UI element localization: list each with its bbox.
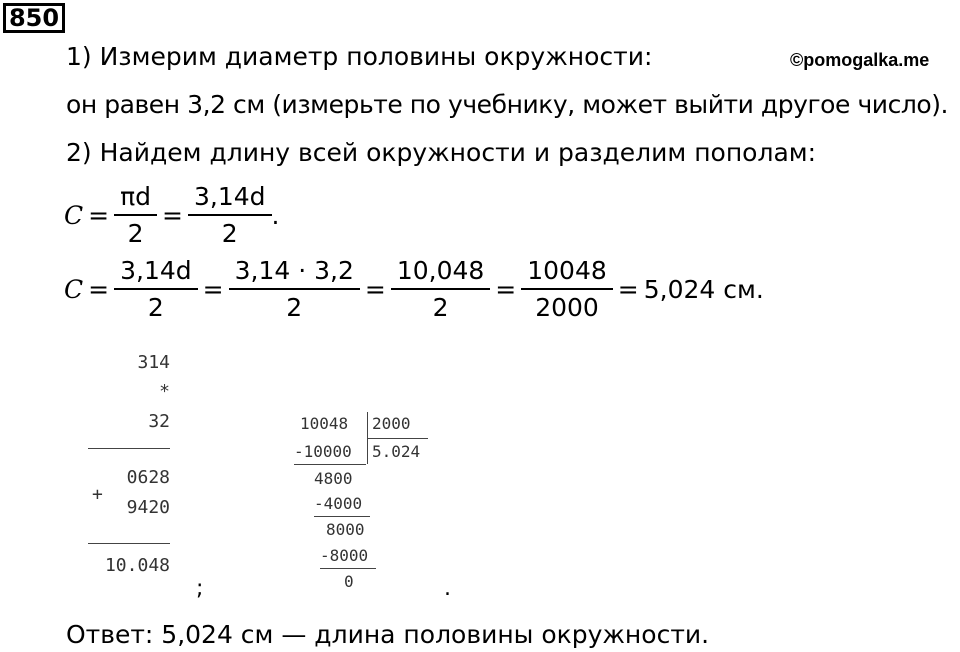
formula2-f4-num: 10048 [527,256,607,285]
formula2-eq3: = [364,274,386,304]
div-divisor-rule [368,438,428,439]
step1-text: 1) Измерим диаметр половины окружности: [66,42,653,71]
formula1-lhs: C [64,200,84,230]
formula2-f4-den: 2000 [521,288,613,322]
div-remainder-2: 8000 [326,520,365,539]
mult-operator: * [159,381,170,402]
formula2-fraction-2 [232,256,357,322]
answer-text: Ответ: 5,024 см — длина половины окружности. [66,620,710,649]
formula2-eq2: = [202,274,224,304]
formula2-f1-num: 3,14d [120,256,192,285]
formula1-eq2: = [162,200,183,230]
formula2-fraction-3 [394,256,487,322]
mult-rule-2 [88,543,170,544]
formula2-fraction-4 [524,256,610,322]
mult-partial-1: 0628 [126,467,170,488]
watermark: ©pomogalka.me [790,50,930,70]
div-rule-3 [320,568,376,569]
formula1-f2-num: 3,14d [193,182,266,211]
div-end-dot: . [444,576,451,601]
mult-partial-2: 9420 [126,497,170,518]
div-remainder-final: 0 [344,572,354,591]
div-quotient: 5.024 [372,442,421,461]
formula-half-circumference [64,182,279,248]
mult-plus: + [92,484,103,505]
div-subtract-1: -10000 [294,442,352,461]
formula1-f1-den: 2 [114,214,157,248]
step1-value-text: он равен 3,2 см (измерьте по учебнику, может выйти другое число). [66,90,949,119]
formula2-f3-num: 10,048 [396,256,485,285]
formula2-fraction-1 [117,256,195,322]
mult-separator: ; [196,576,204,601]
mult-factor-b: 32 [148,411,170,432]
formula2-f1-den: 2 [114,288,198,322]
formula1-fraction-314 [191,182,269,248]
formula2-eq4: = [495,274,517,304]
formula1-end: . [271,200,280,230]
div-divisor: 2000 [372,414,411,433]
formula1-f1-num: πd [120,182,152,211]
formula1-eq: = [88,200,110,230]
mult-result: 10.048 [104,555,170,576]
step2-text: 2) Найдем длину всей окружности и разделим пополам: [66,138,817,167]
formula2-eq: = [88,274,110,304]
formula-calculation [64,256,764,322]
div-dividend: 10048 [300,414,349,433]
formula2-eq5: = [617,274,639,304]
mult-factor-a: 314 [137,352,170,373]
problem-number: 850 [3,3,65,33]
div-remainder-1: 4800 [314,469,353,488]
div-rule-2 [314,516,370,517]
div-rule-1 [294,464,366,465]
formula2-lhs: C [64,274,84,304]
formula2-result: 5,024 см. [643,274,764,304]
mult-rule-1 [88,448,170,449]
div-subtract-3: -8000 [320,546,369,565]
formula2-f2-den: 2 [229,288,360,322]
formula2-f3-den: 2 [391,288,490,322]
formula1-f2-den: 2 [188,214,272,248]
formula1-fraction-pi [117,182,154,248]
formula2-f2-num: 3,14 · 3,2 [234,256,354,285]
div-subtract-2: -4000 [314,494,363,513]
